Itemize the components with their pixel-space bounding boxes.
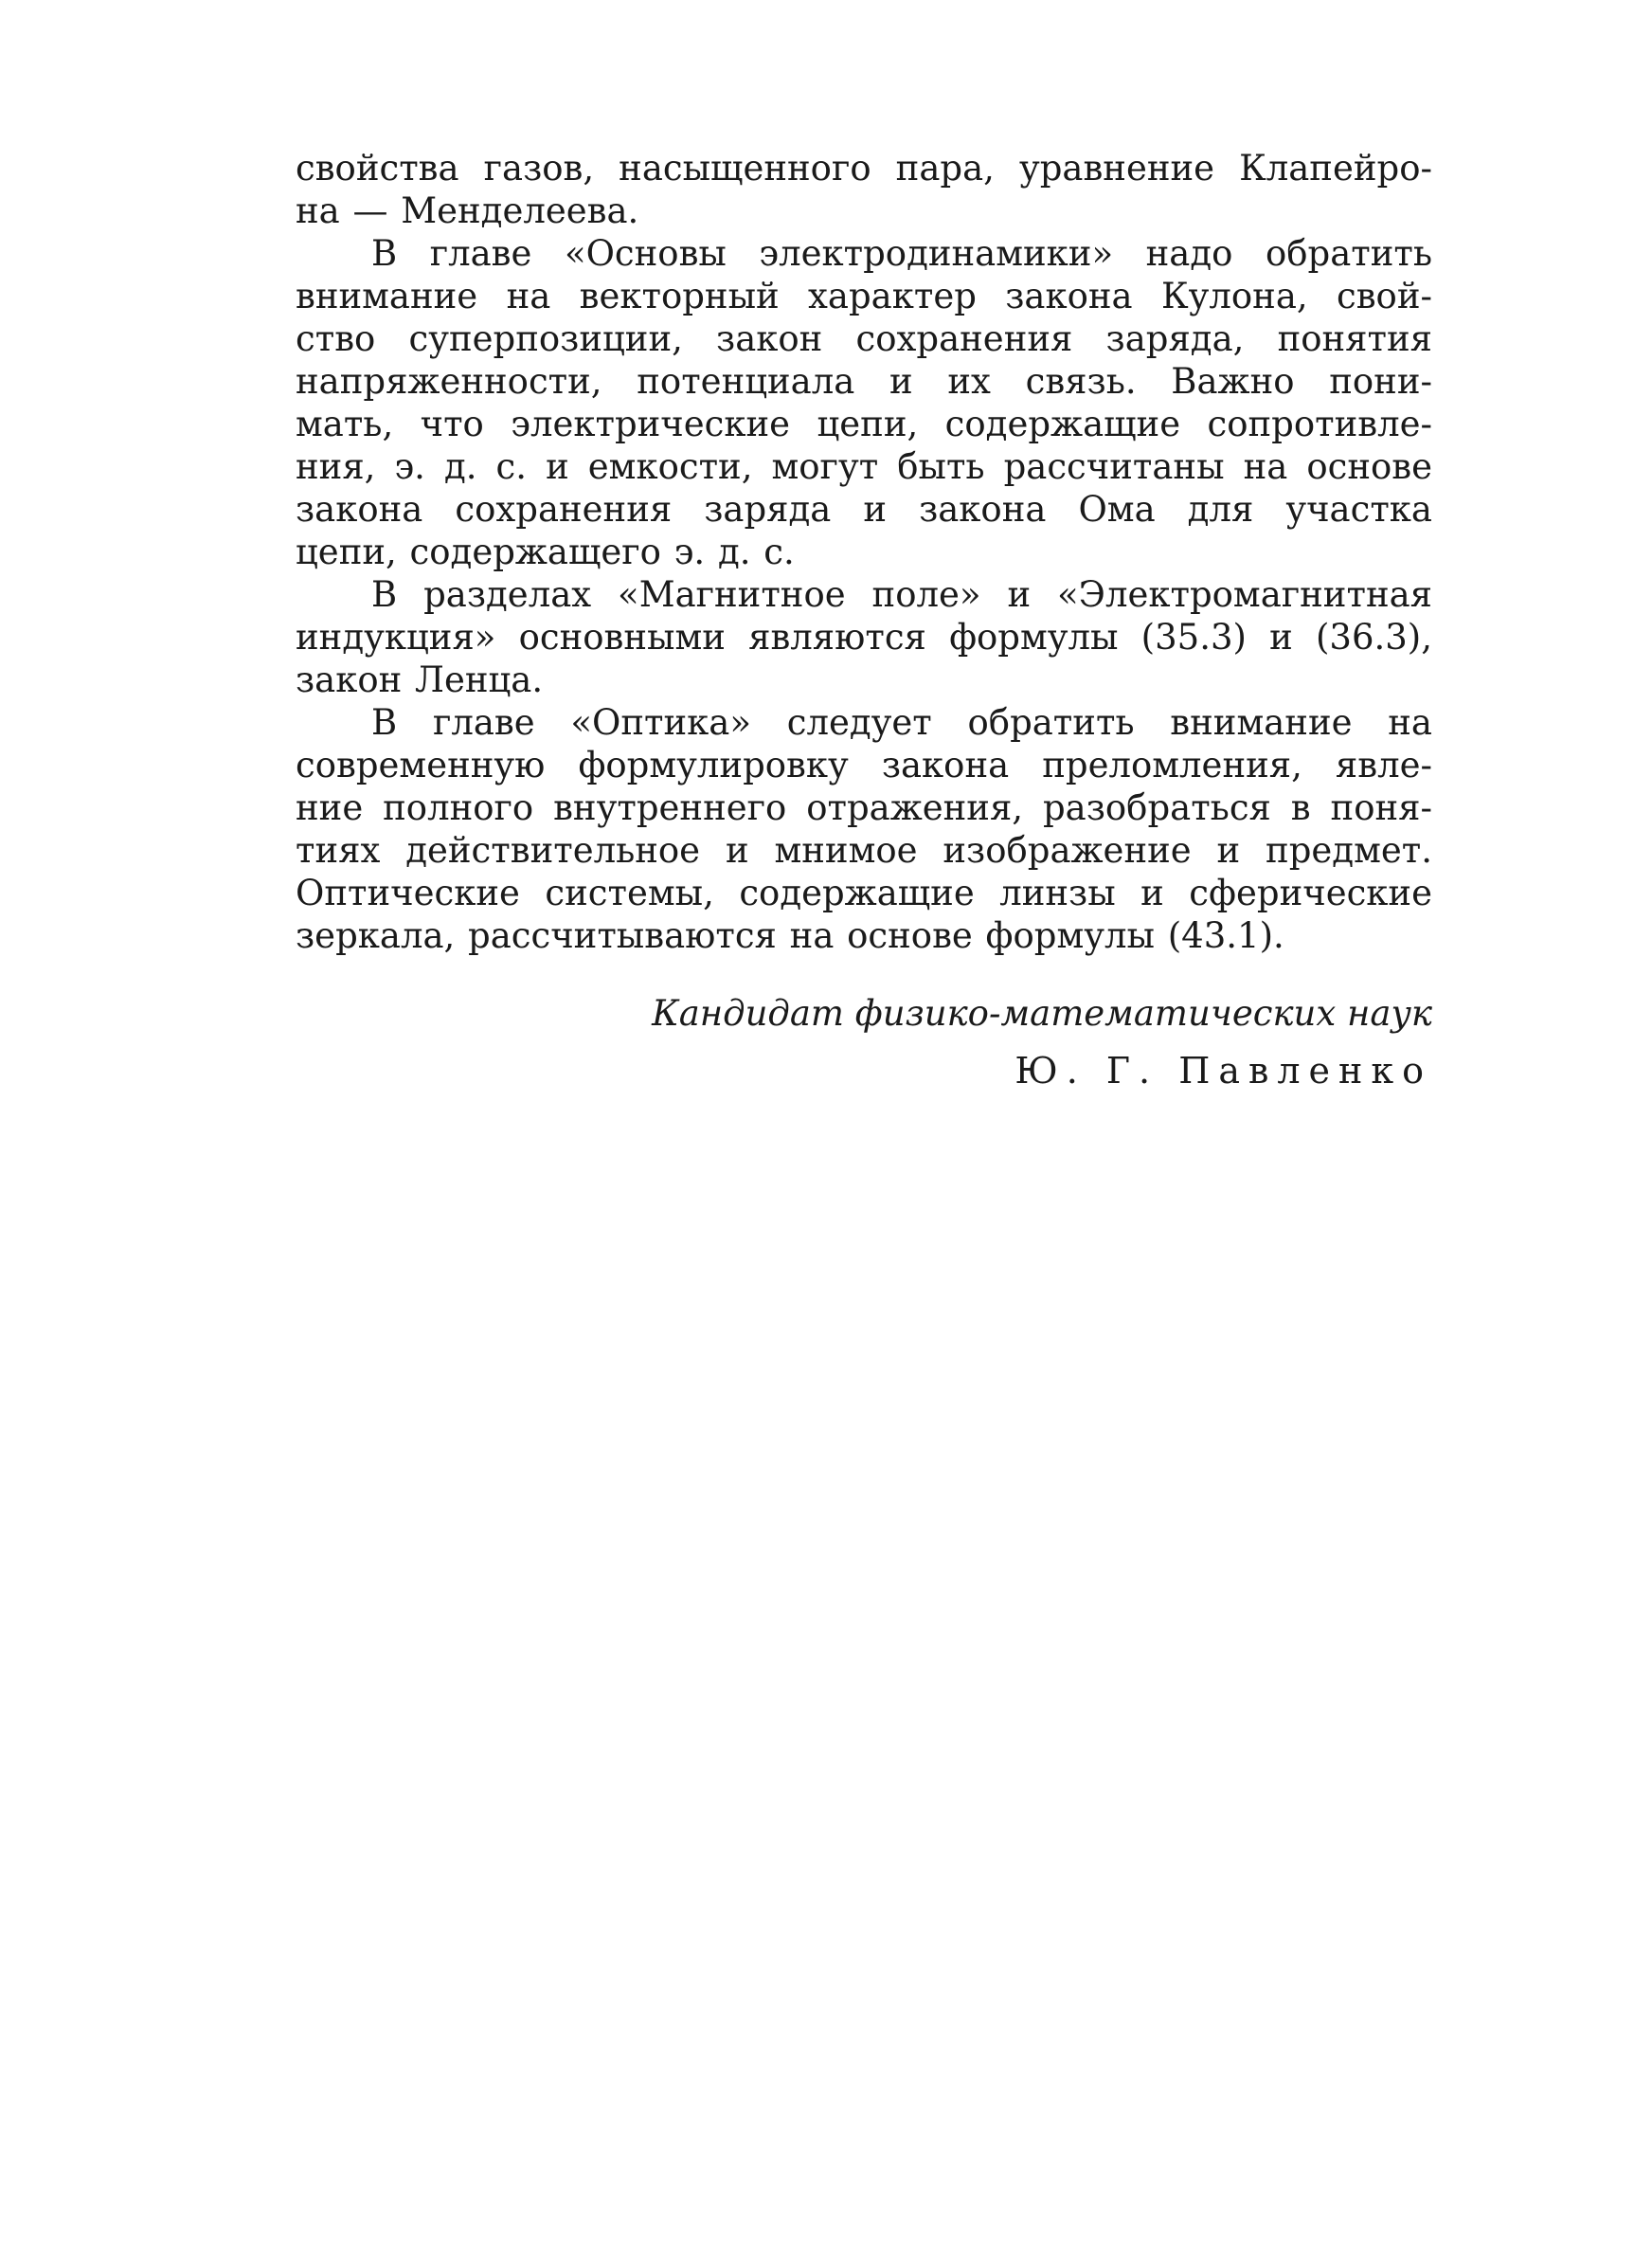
text-line: на — Менделеева.: [296, 190, 639, 231]
text-line: напряженности, потенциала и их связь. Важно пони-: [296, 361, 1432, 402]
body-text: [296, 147, 1432, 957]
text-line: зеркала, рассчитываются на основе формулы (43.1).: [296, 915, 1284, 956]
author-credential: Кандидат физико-математических наук: [652, 993, 1432, 1034]
text-line: современную формулировку закона преломления, явле-: [296, 745, 1432, 785]
text-line: свойства газов, насыщенного пара, уравнение Клапейро-: [296, 148, 1432, 189]
text-line: ние полного внутреннего отражения, разобраться в поня-: [296, 787, 1432, 828]
text-line: мать, что электрические цепи, содержащие сопротивле-: [296, 404, 1432, 444]
text-line: В главе «Оптика» следует обратить внимание на: [371, 702, 1432, 743]
text-line: тиях действительное и мнимое изображение и предмет.: [296, 830, 1432, 871]
text-line: закон Ленца.: [296, 659, 544, 700]
text-line: ство суперпозиции, закон сохранения заряда, понятия: [296, 318, 1432, 359]
text-line: В разделах «Магнитное поле» и «Электромагнитная: [371, 574, 1432, 615]
author-name: Ю. Г. Павленко: [1015, 1050, 1432, 1092]
text-line: индукция» основными являются формулы (35.3) и (36.3),: [296, 617, 1432, 658]
text-line: закона сохранения заряда и закона Ома для участка: [296, 489, 1432, 530]
text-line: ния, э. д. с. и емкости, могут быть рассчитаны на основе: [296, 446, 1432, 487]
text-line: внимание на векторный характер закона Кулона, свой-: [296, 276, 1432, 316]
text-line: цепи, содержащего э. д. с.: [296, 532, 795, 572]
signature-block: [652, 990, 1432, 1098]
text-line: В главе «Основы электродинамики» надо обратить: [371, 233, 1432, 274]
text-line: Оптические системы, содержащие линзы и сферические: [296, 873, 1432, 913]
